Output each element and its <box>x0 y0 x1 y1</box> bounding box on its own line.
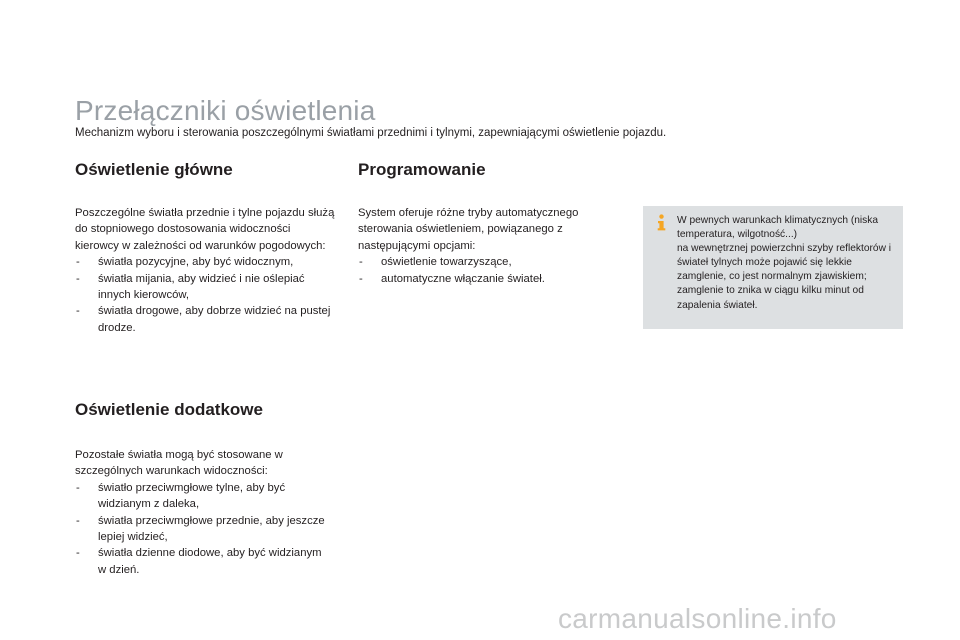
page-subtitle: Mechanizm wyboru i sterowania poszczególnymi światłami przednimi i tylnymi, zapewniającymi oświetlenie pojazdu. <box>75 127 667 139</box>
section-heading-additional-lighting: Oświetlenie dodatkowe <box>75 400 263 419</box>
list-item: - światła dzienne diodowe, aby być widzianym w dzień. <box>75 545 325 578</box>
additional-lighting-intro: Pozostałe światła mogą być stosowane w szczególnych warunkach widoczności: <box>75 449 283 478</box>
info-text-line: na wewnętrznej powierzchni szyby reflektorów i świateł tylnych może pojawić się lekkie zamglenie, co jest normalnym zjawiskiem; zamglenie to znika w ciągu kilku minut od zapalenia świateł. <box>677 243 892 311</box>
list-item: - światła pozycyjne, aby być widocznym, <box>75 254 337 270</box>
info-box <box>643 206 903 329</box>
info-text-line: W pewnych warunkach klimatycznych (niska temperatura, wilgotność...) <box>677 215 878 241</box>
info-icon <box>655 214 668 231</box>
section-heading-programming: Programowanie <box>358 160 486 179</box>
additional-lighting-body <box>75 447 325 578</box>
list-item: - światła mijania, aby widzieć i nie oślepiać innych kierowców, <box>75 271 337 304</box>
list-item: - światła przeciwmgłowe przednie, aby jeszcze lepiej widzieć, <box>75 513 325 546</box>
programming-body <box>358 205 608 287</box>
list-item: - oświetlenie towarzyszące, <box>358 254 608 270</box>
list-item: - światło przeciwmgłowe tylne, aby być widzianym z daleka, <box>75 480 325 513</box>
main-lighting-intro: Poszczególne światła przednie i tylne pojazdu służą do stopniowego dostosowania widoczności kierowcy w zależności od warunków pogodowych: <box>75 207 335 252</box>
main-lighting-list <box>75 254 337 336</box>
list-item: - światła drogowe, aby dobrze widzieć na pustej drodze. <box>75 303 337 336</box>
main-lighting-body <box>75 205 337 336</box>
page-title: Przełączniki oświetlenia <box>75 95 376 126</box>
section-heading-main-lighting: Oświetlenie główne <box>75 160 233 179</box>
programming-intro: System oferuje różne tryby automatycznego sterowania oświetleniem, powiązanego z następującymi opcjami: <box>358 207 579 252</box>
info-text <box>677 214 899 313</box>
additional-lighting-list <box>75 480 325 578</box>
list-item: - automatyczne włączanie świateł. <box>358 271 608 287</box>
programming-list <box>358 254 608 287</box>
watermark: carmanualsonline.info <box>558 603 837 634</box>
